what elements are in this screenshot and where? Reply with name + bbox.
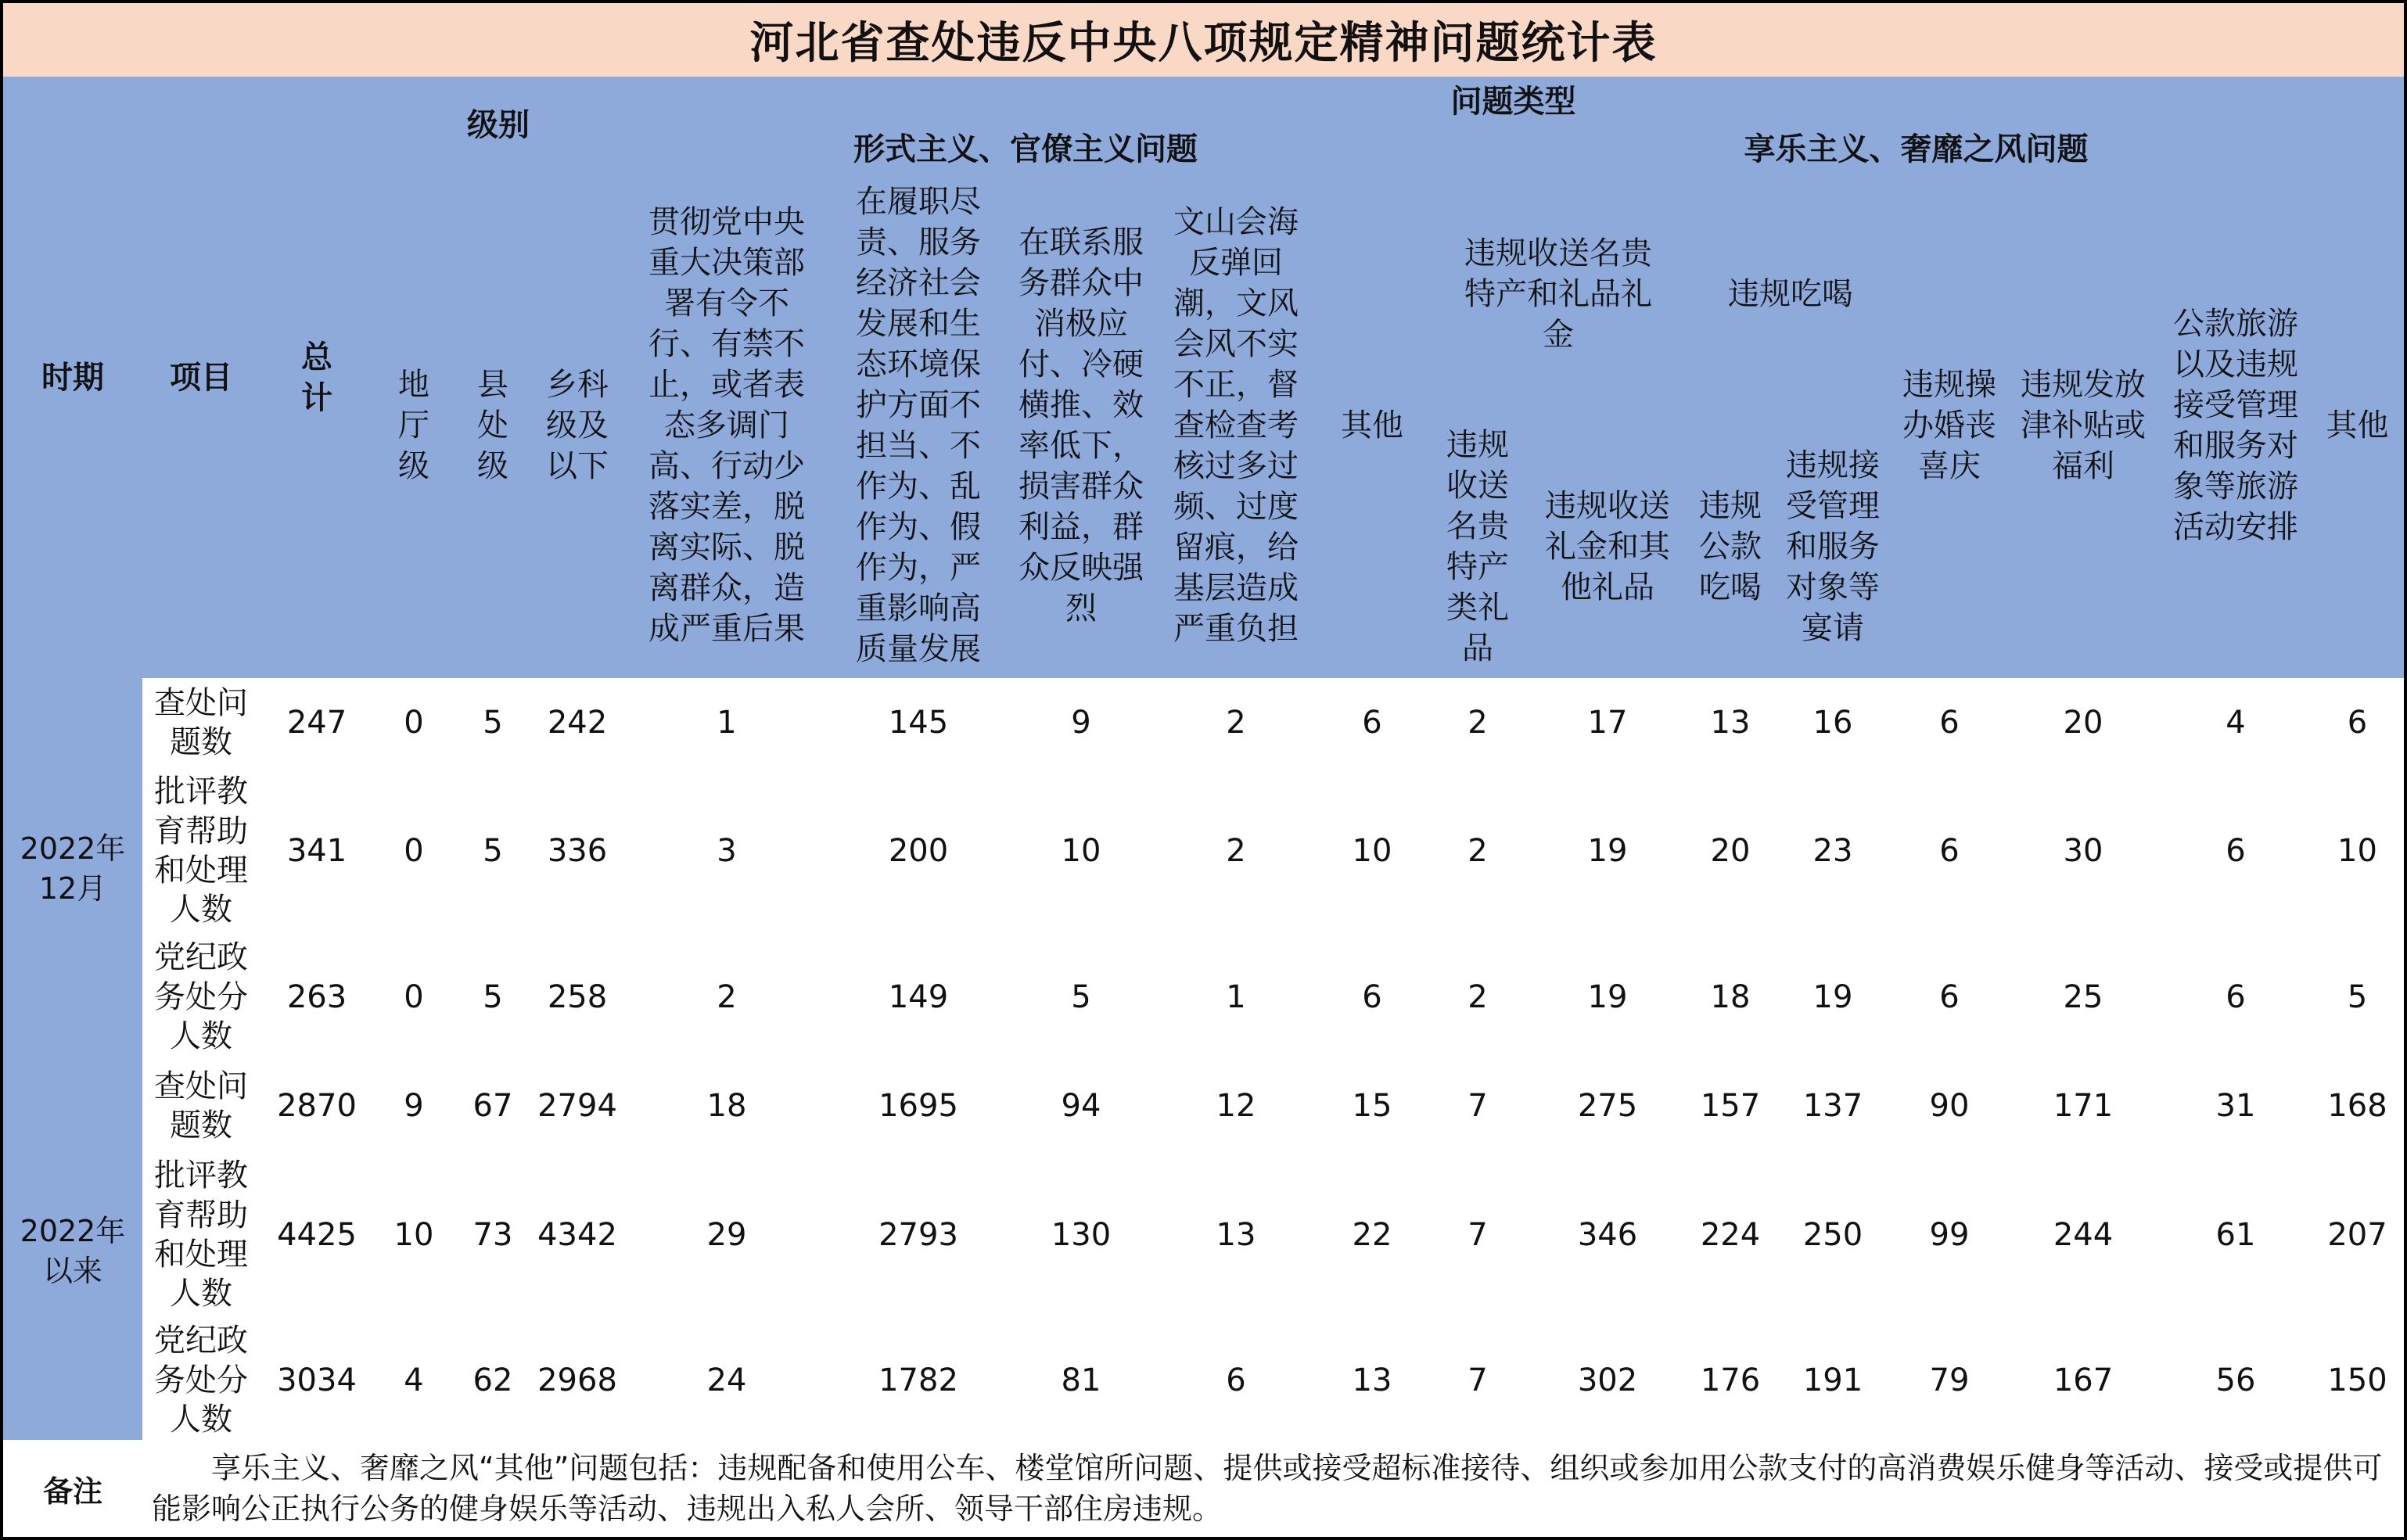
header-gifts-specialty [1428,415,1530,681]
value-cell: 2968 [532,1318,626,1446]
header-dining-public-label: 违规公款吃喝 [1699,487,1762,605]
value-cell: 1695 [831,1060,1009,1155]
value-cell: 150 [2311,1318,2407,1446]
value-cell: 30 [2006,767,2164,938]
header-item: 项目 [142,77,263,681]
value-cell: 23 [1773,767,1896,938]
row-item-label: 批评教育帮助和处理人数 [154,774,248,928]
value-cell: 7 [1428,1318,1530,1446]
header-dining-banquet-label: 违规接受管理和服务对象等宴请 [1786,447,1880,646]
value-cell: 176 [1688,1318,1776,1446]
value-cell: 171 [2006,1060,2164,1155]
period-cell [0,678,145,1063]
value-cell: 242 [532,678,626,770]
header-period: 时期 [0,77,145,681]
row-item-label: 党纪政务处分人数 [154,939,248,1055]
value-cell: 5 [454,678,535,770]
header-total [260,77,377,681]
header-dining-group: 违规吃喝 [1688,173,1896,418]
header-gifts-specialty-label: 违规收送名贵特产类礼品 [1446,426,1509,666]
header-level-township [532,173,626,681]
header-formalism-duties-label: 在履职尽责、服务经济社会发展和生态环境保护方面不担当、不作为、乱作为、假作为，严重影响高质量发展 [856,184,981,667]
value-cell: 10 [374,1152,457,1321]
value-cell: 9 [1006,678,1159,770]
note-text: 享乐主义、奢靡之风“其他”问题包括：违规配备和使用公车、楼堂馆所问题、提供或接受超标准接待、组织或参加用公款支付的高消费娱乐健身等活动、接受或提供可能影响公正执行公务的健身娱乐等活动、违规出入私人会所、领导干部住房违规。 [142,1440,2407,1540]
value-cell: 61 [2161,1152,2314,1321]
value-cell: 20 [2006,678,2164,770]
value-cell: 1 [1156,935,1319,1063]
value-cell: 4 [2161,678,2314,770]
header-travel [2161,173,2314,681]
value-cell: 0 [374,935,457,1063]
value-cell: 16 [1773,678,1896,770]
header-travel-label: 公款旅游以及违规接受管理和服务对象等旅游活动安排 [2173,306,2298,545]
period-label: 2022年12月 [20,831,126,906]
value-cell: 6 [2311,678,2407,770]
value-cell: 94 [1006,1060,1159,1155]
value-cell: 2793 [831,1152,1009,1321]
value-cell: 149 [831,935,1009,1063]
value-cell: 62 [454,1318,535,1446]
value-cell: 19 [1527,935,1691,1063]
value-cell: 5 [454,767,535,938]
value-cell: 19 [1773,935,1896,1063]
row-item-label: 查处问题数 [154,684,248,760]
value-cell: 6 [1893,678,2009,770]
header-gifts-money [1527,415,1691,681]
header-formalism-masses [1006,173,1159,681]
value-cell: 2870 [260,1060,377,1155]
value-cell: 224 [1688,1152,1776,1321]
row-item-label: 查处问题数 [154,1068,248,1143]
period-cell [0,1060,145,1446]
value-cell: 13 [1688,678,1776,770]
value-cell: 10 [2311,767,2407,938]
value-cell: 19 [1527,767,1691,938]
row-item-cell [142,678,263,770]
value-cell: 5 [1006,935,1159,1063]
value-cell: 13 [1156,1152,1319,1321]
value-cell: 4342 [532,1152,626,1321]
value-cell: 6 [2161,935,2314,1063]
value-cell: 2 [1428,678,1530,770]
header-formalism-group: 形式主义、官僚主义问题 [623,126,1432,176]
header-gifts-money-label: 违规收送礼金和其他礼品 [1545,487,1670,605]
value-cell: 22 [1316,1152,1432,1321]
header-formalism-meetings-label: 文山会海反弹回潮，文风会风不实不正，督查检查考核过多过频、过度留痕，给基层造成严重负担 [1173,204,1299,647]
value-cell: 0 [374,767,457,938]
value-cell: 6 [1156,1318,1319,1446]
value-cell: 275 [1527,1060,1691,1155]
value-cell: 250 [1773,1152,1896,1321]
header-hedonism-group: 享乐主义、奢靡之风问题 [1428,126,2407,176]
value-cell: 168 [2311,1060,2407,1155]
value-cell: 6 [2161,767,2314,938]
header-allowances-label: 违规发放津补贴或福利 [2021,367,2146,484]
period-label: 2022年以来 [20,1213,126,1288]
value-cell: 2 [1156,678,1319,770]
header-level-county [454,173,535,681]
header-level-prefecture [374,173,457,681]
value-cell: 73 [454,1152,535,1321]
value-cell: 25 [2006,935,2164,1063]
value-cell: 15 [1316,1060,1432,1155]
value-cell: 2794 [532,1060,626,1155]
value-cell: 10 [1316,767,1432,938]
value-cell: 157 [1688,1060,1776,1155]
value-cell: 2 [1156,767,1319,938]
header-weddings-label: 违规操办婚丧喜庆 [1902,367,1996,484]
value-cell: 6 [1893,767,2009,938]
value-cell: 137 [1773,1060,1896,1155]
row-item-cell [142,1060,263,1155]
row-item-label: 批评教育帮助和处理人数 [154,1158,248,1312]
header-level-prefecture-label: 地厅级 [398,367,429,484]
value-cell: 346 [1527,1152,1691,1321]
value-cell: 244 [2006,1152,2164,1321]
row-item-cell [142,1152,263,1321]
header-hedonism-other: 其他 [2311,173,2407,681]
header-level: 级别 [374,77,626,176]
header-level-township-label: 乡科级及以下 [546,367,609,484]
row-item-label: 党纪政务处分人数 [154,1323,248,1438]
value-cell: 5 [454,935,535,1063]
value-cell: 5 [2311,935,2407,1063]
value-cell: 10 [1006,767,1159,938]
value-cell: 31 [2161,1060,2314,1155]
header-weddings [1893,173,2009,681]
value-cell: 2 [623,935,834,1063]
value-cell: 247 [260,678,377,770]
value-cell: 13 [1316,1318,1432,1446]
header-formalism-other: 其他 [1316,173,1432,681]
value-cell: 79 [1893,1318,2009,1446]
header-formalism-decisions [623,173,834,681]
value-cell: 341 [260,767,377,938]
header-level-county-label: 县处级 [477,367,508,484]
value-cell: 167 [2006,1318,2164,1446]
header-formalism-meetings [1156,173,1319,681]
value-cell: 130 [1006,1152,1159,1321]
header-formalism-duties [831,173,1009,681]
value-cell: 18 [1688,935,1776,1063]
value-cell: 29 [623,1152,834,1321]
value-cell: 336 [532,767,626,938]
value-cell: 6 [1316,678,1432,770]
header-gifts-group [1428,173,1691,418]
value-cell: 1782 [831,1318,1009,1446]
value-cell: 2 [1428,767,1530,938]
value-cell: 12 [1156,1060,1319,1155]
header-gifts-group-label: 违规收送名贵特产和礼品礼金 [1464,235,1652,353]
value-cell: 6 [1893,935,2009,1063]
header-total-label: 总计 [301,339,332,416]
value-cell: 191 [1773,1318,1896,1446]
value-cell: 2 [1428,935,1530,1063]
value-cell: 99 [1893,1152,2009,1321]
row-item-cell [142,935,263,1063]
value-cell: 263 [260,935,377,1063]
table-title: 河北省查处违反中央八项规定精神问题统计表 [0,0,2407,80]
value-cell: 24 [623,1318,834,1446]
value-cell: 17 [1527,678,1691,770]
value-cell: 4 [374,1318,457,1446]
value-cell: 3034 [260,1318,377,1446]
header-formalism-masses-label: 在联系服务群众中消极应付、冷硬横推、效率低下，损害群众利益，群众反映强烈 [1018,224,1144,626]
value-cell: 20 [1688,767,1776,938]
value-cell: 7 [1428,1152,1530,1321]
header-problem-type: 问题类型 [623,77,2407,129]
value-cell: 7 [1428,1060,1530,1155]
value-cell: 90 [1893,1060,2009,1155]
value-cell: 81 [1006,1318,1159,1446]
value-cell: 9 [374,1060,457,1155]
value-cell: 207 [2311,1152,2407,1321]
header-dining-banquet [1773,415,1896,681]
value-cell: 1 [623,678,834,770]
value-cell: 258 [532,935,626,1063]
value-cell: 4425 [260,1152,377,1321]
value-cell: 200 [831,767,1009,938]
value-cell: 18 [623,1060,834,1155]
value-cell: 145 [831,678,1009,770]
note-label: 备注 [0,1440,145,1540]
header-formalism-decisions-label: 贯彻党中央重大决策部署有令不行、有禁不止，或者表态多调门高、行动少落实差，脱离实际、脱离群众，造成严重后果 [648,204,805,647]
header-allowances [2006,173,2164,681]
header-dining-public [1688,415,1776,681]
value-cell: 56 [2161,1318,2314,1446]
value-cell: 3 [623,767,834,938]
value-cell: 0 [374,678,457,770]
value-cell: 67 [454,1060,535,1155]
row-item-cell [142,767,263,938]
value-cell: 302 [1527,1318,1691,1446]
value-cell: 6 [1316,935,1432,1063]
row-item-cell [142,1318,263,1446]
